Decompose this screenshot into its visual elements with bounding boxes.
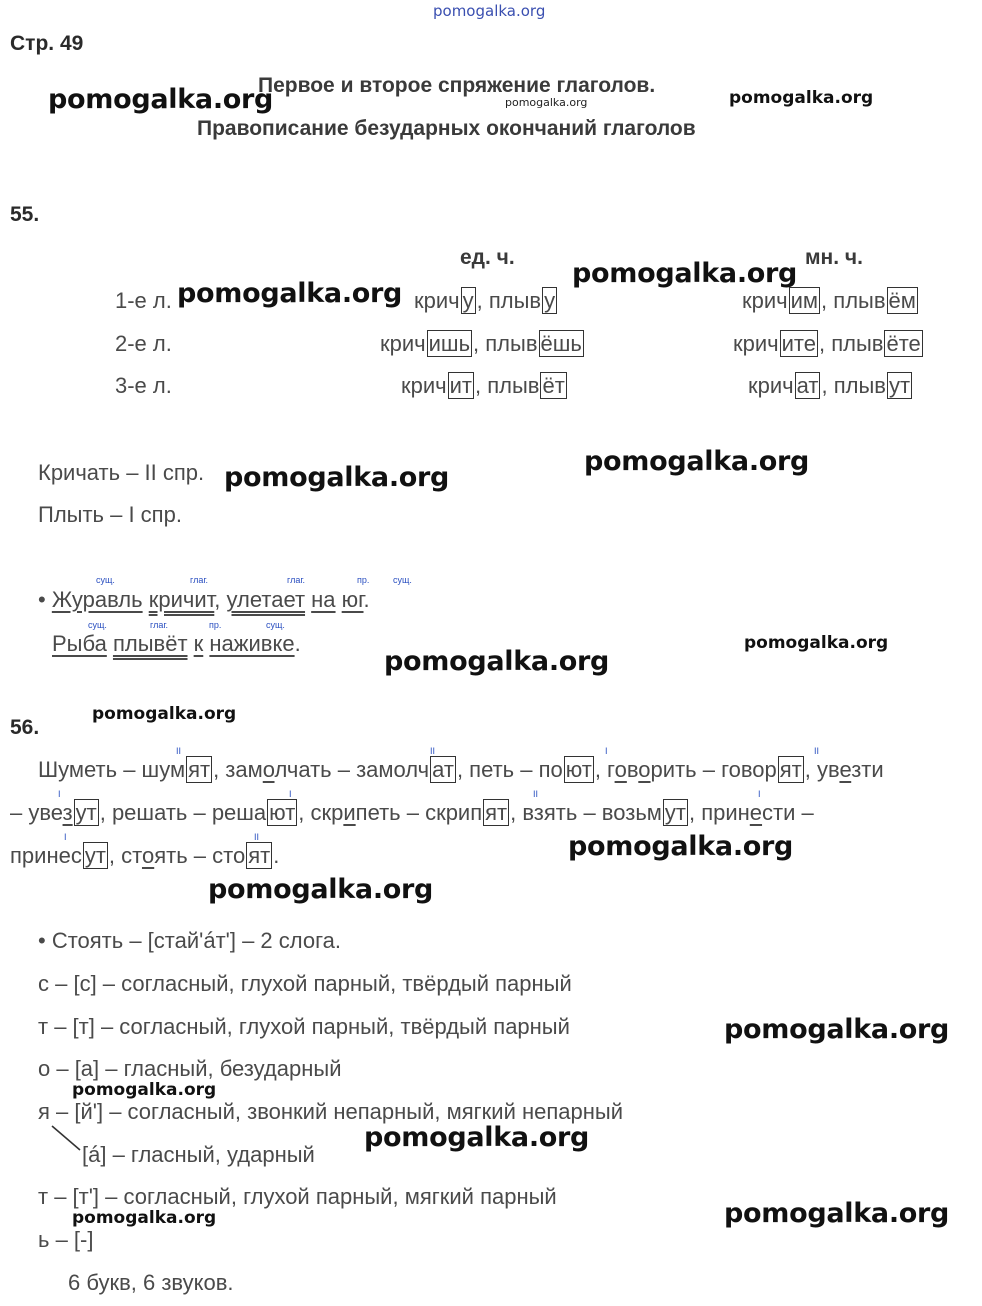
watermark: pomogalka.org [744, 633, 889, 653]
conjugation-mark: I [58, 789, 61, 799]
conjugation-mark: II [254, 832, 260, 842]
watermark: pomogalka.org [177, 278, 403, 309]
watermark: pomogalka.org [92, 704, 237, 724]
pos-mark: пр. [357, 575, 370, 585]
ex56-line2: – увез ут , решать – реша ют , скрипеть – скрип ят , взять – возьм ут , принести – [10, 800, 814, 825]
ending-box: ят [188, 757, 211, 782]
conjugation-mark: I [64, 832, 67, 842]
watermark: pomogalka.org [584, 446, 810, 477]
plural-forms: крич ите , плыв ёте [733, 331, 921, 356]
watermark-top: pomogalka.org [433, 2, 546, 20]
exercise-55-number: 55. [10, 203, 40, 226]
analysis-line: т – [т'] – согласный, глухой парный, мягкий парный [38, 1184, 557, 1209]
plural-forms: крич им , плыв ём [742, 288, 916, 313]
singular-forms: крич ит , плыв ёт [401, 373, 565, 398]
singular-forms: крич ишь , плыв ёшь [380, 331, 582, 356]
conjugation-plyt: Плыть – I спр. [38, 502, 182, 527]
predicate: кричит [148, 587, 215, 612]
column-plural: мн. ч. [805, 246, 863, 269]
watermark: pomogalka.org [568, 831, 794, 862]
sentence-1: • Журавль кричит, улетает на юг. [38, 587, 370, 612]
pos-mark: глаг. [190, 575, 209, 585]
analysis-line: • Стоять – [стай'áт'] – 2 слога. [38, 928, 341, 953]
person-label: 2-е л. [115, 331, 172, 356]
watermark: pomogalka.org [208, 874, 434, 905]
title-line1: Первое и второе спряжение глаголов. [258, 74, 656, 97]
watermark: pomogalka.org [364, 1122, 590, 1153]
pos-mark: сущ. [96, 575, 115, 585]
title-line2: Правописание безударных окончаний глаголов [197, 117, 696, 140]
watermark: pomogalka.org [505, 96, 588, 109]
analysis-line: т – [т] – согласный, глухой парный, твёрдый парный [38, 1014, 570, 1039]
page-label: Стр. 49 [10, 32, 84, 55]
watermark: pomogalka.org [724, 1198, 950, 1229]
ending-box: ют [269, 800, 296, 825]
watermark: pomogalka.org [572, 258, 798, 289]
ending-box: ишь [428, 331, 471, 356]
ending-box: ит [449, 373, 472, 398]
conjugation-mark: I [758, 789, 761, 799]
person-label: 1-е л. [115, 288, 172, 313]
pos-mark: сущ. [266, 620, 285, 630]
pos-mark: сущ. [88, 620, 107, 630]
singular-forms: крич у , плыв у [414, 288, 556, 313]
ending-box: ят [248, 843, 271, 868]
sentence-2: Рыба плывёт к наживке. [52, 631, 301, 656]
watermark: pomogalka.org [724, 1014, 950, 1045]
ending-box: им [790, 288, 819, 313]
conjugation-mark: II [176, 746, 182, 756]
watermark: pomogalka.org [384, 646, 610, 677]
conjugation-mark: I [605, 746, 608, 756]
conjugation-mark: I [289, 789, 292, 799]
ending-box: у [544, 288, 556, 313]
ending-box: ют [565, 757, 592, 782]
ending-box: ят [485, 800, 508, 825]
analysis-line: ь – [-] [38, 1227, 94, 1252]
ending-box: ёт [542, 373, 565, 398]
ending-box: ите [781, 331, 816, 356]
ending-box: ут [888, 373, 911, 398]
ending-box: ат [432, 757, 454, 782]
subject: Рыба [52, 631, 107, 656]
conjugation-mark: II [814, 746, 820, 756]
ending-box: ёте [886, 331, 921, 356]
conjugation-mark: II [533, 789, 539, 799]
watermark: pomogalka.org [48, 84, 274, 115]
column-singular: ед. ч. [460, 246, 515, 269]
watermark: pomogalka.org [224, 462, 450, 493]
watermark: pomogalka.org [72, 1080, 217, 1100]
ending-box: ят [779, 757, 802, 782]
ending-box: ёшь [540, 331, 582, 356]
plural-forms: крич ат , плыв ут [748, 373, 911, 398]
watermark: pomogalka.org [72, 1208, 217, 1228]
branch-line [50, 1124, 84, 1164]
ending-box: ат [796, 373, 819, 398]
analysis-summary: 6 букв, 6 звуков. [68, 1270, 234, 1295]
ending-box: у [462, 288, 474, 313]
pos-mark: пр. [209, 620, 222, 630]
conjugation-mark: II [430, 746, 436, 756]
ending-box: ут [75, 800, 97, 825]
pos-mark: глаг. [150, 620, 169, 630]
ending-box: ут [664, 800, 686, 825]
ending-box: ут [84, 843, 106, 868]
watermark: pomogalka.org [729, 88, 874, 108]
analysis-line: о – [а] – гласный, безударный [38, 1056, 342, 1081]
person-label: 3-е л. [115, 373, 172, 398]
predicate: улетает [226, 587, 306, 612]
analysis-line: с – [с] – согласный, глухой парный, твёрдый парный [38, 971, 572, 996]
ex56-line3: принес ут , стоять – сто ят . [10, 843, 280, 868]
pos-mark: глаг. [287, 575, 306, 585]
ending-box: ём [888, 288, 916, 313]
subject: Журавль [51, 587, 143, 612]
ex56-line1: Шуметь – шум ят , замолчать – замолч ат , петь – по ют , говорить – говор ят , увезти [38, 757, 884, 782]
predicate: плывёт [112, 631, 188, 656]
pos-mark: сущ. [393, 575, 412, 585]
analysis-line: я – [й'] – согласный, звонкий непарный, мягкий непарный [38, 1099, 623, 1124]
conjugation-kричать: Кричать – II спр. [38, 460, 205, 485]
analysis-line: [á] – гласный, ударный [82, 1142, 315, 1167]
exercise-56-number: 56. [10, 716, 40, 739]
